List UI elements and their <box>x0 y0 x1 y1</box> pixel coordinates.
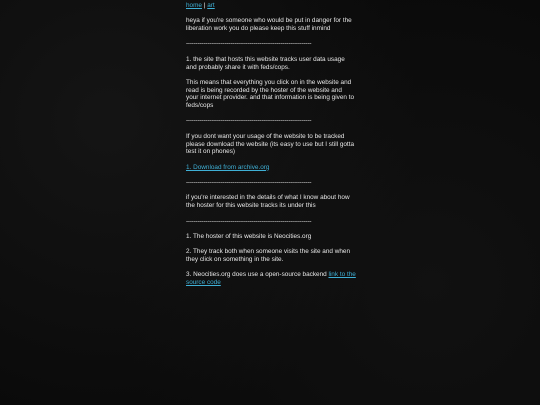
main-content <box>186 2 356 295</box>
top-nav <box>186 2 356 10</box>
nav-separator: | <box>203 2 206 9</box>
divider: ----------------------------------------------------------------- <box>186 117 312 125</box>
point1-heading: 1. the site that hosts this website tracks user data usage and probably share it with feds/cops. <box>186 55 345 71</box>
intro-text: heya if you're someone who would be put in danger for the liberation work you do please keep this stuff inmind <box>186 17 352 33</box>
interest-text: if you're interested in the details of what I know about how the hoster for this website tracks its under this <box>186 194 350 210</box>
detail-item-3-text: 3. Neocities.org does use a open-source backend <box>186 271 329 279</box>
download-paragraph <box>186 164 356 172</box>
point1-detail: This means that everything you click on in the website and read is being recorded by the hoster of the website and your internet provider. and that information is being given to feds/cops <box>186 78 355 110</box>
detail-item-2: 2. They track both when someone visits the site and when they click on something in the site. <box>186 248 351 264</box>
download-text: If you dont want your usage of the website to be tracked please download the website (its easy to use but I still gotta test it on phones) <box>186 132 355 156</box>
home-link[interactable]: home <box>186 2 202 9</box>
divider: ----------------------------------------------------------------- <box>186 179 312 187</box>
download-archive-link[interactable]: 1. Download from archive.org <box>186 163 270 171</box>
art-link[interactable]: art <box>207 2 215 9</box>
detail-item-1: 1. The hoster of this website is Neocities.org <box>186 232 312 240</box>
divider: ----------------------------------------------------------------- <box>186 217 312 225</box>
source-code-link[interactable]: link to the source code <box>186 271 356 287</box>
detail-item-3 <box>186 271 356 286</box>
divider: ----------------------------------------------------------------- <box>186 40 312 48</box>
